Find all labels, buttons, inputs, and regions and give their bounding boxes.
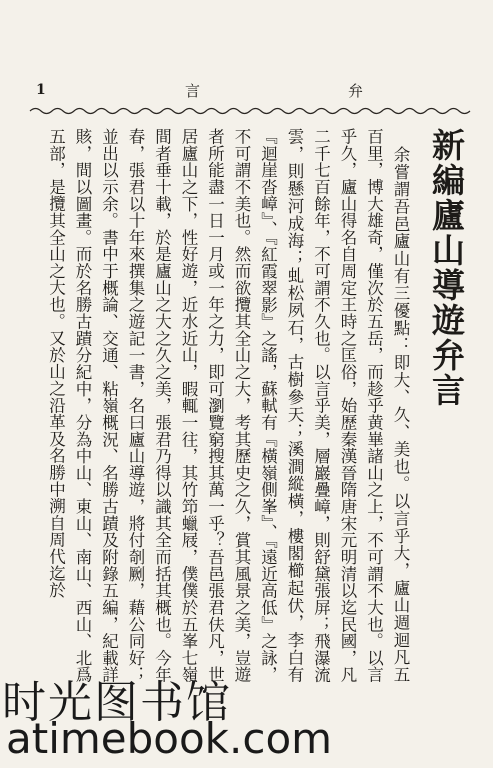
body-text bbox=[46, 128, 413, 683]
running-header bbox=[30, 78, 470, 104]
watermark-url: atimebook.com bbox=[6, 714, 333, 763]
watermark bbox=[0, 666, 493, 768]
watermark-chinese: 时光图书馆 bbox=[2, 677, 232, 728]
wavy-header-rule bbox=[30, 106, 470, 116]
paragraph: 余嘗謂吾邑廬山有三優點：即大、久、美也。以言乎大，廬山週迴凡五百里，博大雄奇，僅次於五岳，而趁乎黄崋諸山之上，不可謂不大也。以言乎久，廬山得名自周定王時之匡俗，始歷秦漢晉隋唐宋元明清以迄民國，凡二千七百餘年，不可謂不久也。以言乎美，層巖疊嶂，則舒黛張屏；飛瀑流雲，則懸河成海；虬松夙石，古樹參天；溪澗縱橫，樓閣櫛起伏，李白有『迴崖沓嶂』、『紅霞翠影』之謠，蘇軾有『橫嶺側峯』、『遠近高低』之詠，不可謂不美也。然而欲攬其全山之大，考其歷史之久，賞其風景之美，豈遊者所能盡一日一月或一年之力，即可瀏覽窮搜其萬一乎？吾邑張君伕凡，世居廬山之下，性好遊，近水近山，暇輒一往，其竹笻蠟屐，僕僕於五峯七嶺間者垂十載，於是廬山之大之久之美，張君乃得以識其全而括其概也。今年春，張君以十年來撰集之遊記一書，名曰廬山導遊，將付剞劂，藉公同好；並出以示余。書中于概論、交通、粘嶺概況、名勝古蹟及附錄五編，紀載詳賅，間以圖畫。而於名勝古蹟分紀中，分為中山、東山、南山、西山、北爲五部，是攬其全山之大也。又於山之沿革及名勝中溯自周代迄於 bbox=[46, 128, 410, 683]
page-number: 1 bbox=[36, 82, 46, 98]
header-right-char: 弁 bbox=[348, 82, 364, 100]
header-center-char: 言 bbox=[185, 82, 201, 100]
page-title: 新編廬山導遊弁言 bbox=[427, 128, 466, 408]
